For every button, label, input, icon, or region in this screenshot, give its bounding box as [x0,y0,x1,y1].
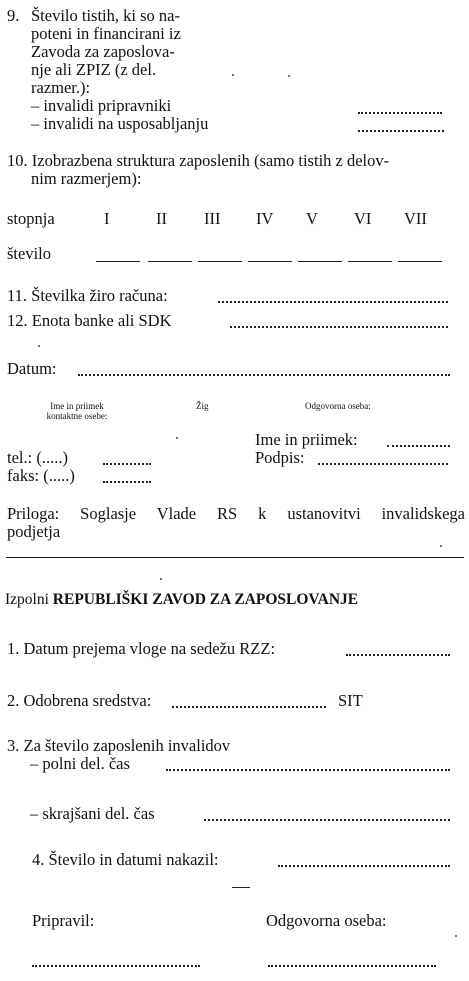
count-field-iii[interactable] [198,261,242,262]
fax-label: faks: (.....) [7,466,75,485]
rzz-item-2-unit: SIT [338,691,363,710]
giro-account-label: 11. Številka žiro računa: [7,286,168,305]
rzz-item-3b-field[interactable] [204,819,450,821]
rzz-item-4-field[interactable] [278,865,450,867]
invalidi-pripravniki-label: – invalidi pripravniki [31,96,172,115]
rzz-item-3a-field[interactable] [166,769,450,771]
attachment-line-1: Priloga: Soglasje Vlade RS k ustanovitvi invalidskega [7,504,465,523]
responsible-person-field[interactable] [268,965,436,967]
scan-speck [38,345,40,347]
section-9-line-5: razmer.): [31,78,91,97]
rzz-item-3b-label: – skrajšani del. čas [30,804,155,823]
bank-unit-label: 12. Enota banke ali SDK [7,311,172,330]
rzz-item-1-field[interactable] [346,654,450,656]
scan-mark [232,887,250,888]
contact-name-header-2: kontaktne osebe: [46,411,108,421]
section-10-line-1: 10. Izobrazbena struktura zaposlenih (samo tistih z delov- [7,151,390,170]
stamp-header: Žig [196,401,209,411]
responsible-name-field[interactable] [387,445,450,447]
section-9-number: 9. [7,6,20,25]
count-field-vii[interactable] [398,261,442,262]
scan-speck [288,75,290,77]
count-field-vi[interactable] [348,261,392,262]
scan-speck [455,935,457,937]
level-ii: II [156,209,167,228]
tel-field[interactable] [103,463,151,465]
level-iii: III [204,209,221,228]
section-9-line-3: Zavoda za zaposlova- [31,42,175,61]
count-field-iv[interactable] [248,261,292,262]
giro-account-field[interactable] [218,301,448,303]
date-label: Datum: [7,359,57,378]
count-field-v[interactable] [298,261,342,262]
section-9-line-1: Število tistih, ki so na- [31,6,180,25]
scan-speck [160,578,162,580]
rzz-item-3-label: 3. Za število zaposlenih invalidov [7,736,231,755]
level-iv: IV [256,209,274,228]
count-field-i[interactable] [96,261,140,262]
section-divider [6,557,464,558]
responsible-person-header: Odgovorna oseba: [305,401,371,411]
rzz-heading-prefix: Izpolni [5,591,49,608]
prepared-by-label: Pripravil: [32,911,95,930]
contact-name-header-1: Ime in priimek [50,401,104,411]
invalidi-usposabljanje-label: – invalidi na usposabljanju [31,114,209,133]
bank-unit-field[interactable] [230,326,448,328]
level-vii: VII [404,209,427,228]
scan-speck [232,74,234,76]
invalidi-usposabljanje-field[interactable] [358,130,444,132]
section-10-line-2: nim razmerjem): [31,169,142,188]
level-vi: VI [354,209,372,228]
responsible-person-label: Odgovorna oseba: [266,911,387,930]
level-i: I [104,209,110,228]
responsible-name-label: Ime in priimek: [255,430,358,449]
rzz-item-3a-label: – polni del. čas [30,754,130,773]
signature-field[interactable] [318,463,448,465]
scan-speck [440,545,442,547]
count-field-ii[interactable] [148,261,192,262]
tel-label: tel.: (.....) [7,448,68,467]
fax-field[interactable] [103,481,151,483]
rzz-item-2-label: 2. Odobrena sredstva: [7,691,152,710]
rzz-heading [5,591,358,609]
level-row-label: stopnja [7,209,55,228]
date-field[interactable] [78,374,450,376]
scan-speck [176,437,178,439]
rzz-item-2-field[interactable] [172,706,326,708]
level-v: V [306,209,318,228]
section-9-line-4: nje ali ZPIZ (z del. [31,60,157,79]
rzz-item-4-label: 4. Število in datumi nakazil: [32,850,219,869]
attachment-line-2: podjetja [7,522,61,541]
signature-label: Podpis: [255,448,305,467]
prepared-by-field[interactable] [32,965,200,967]
rzz-heading-bold: REPUBLIŠKI ZAVOD ZA ZAPOSLOVANJE [52,591,359,608]
section-9-line-2: poteni in financirani iz [31,24,181,43]
rzz-item-1-label: 1. Datum prejema vloge na sedežu RZZ: [7,639,276,658]
invalidi-pripravniki-field[interactable] [358,112,442,114]
count-row-label: število [7,244,51,263]
